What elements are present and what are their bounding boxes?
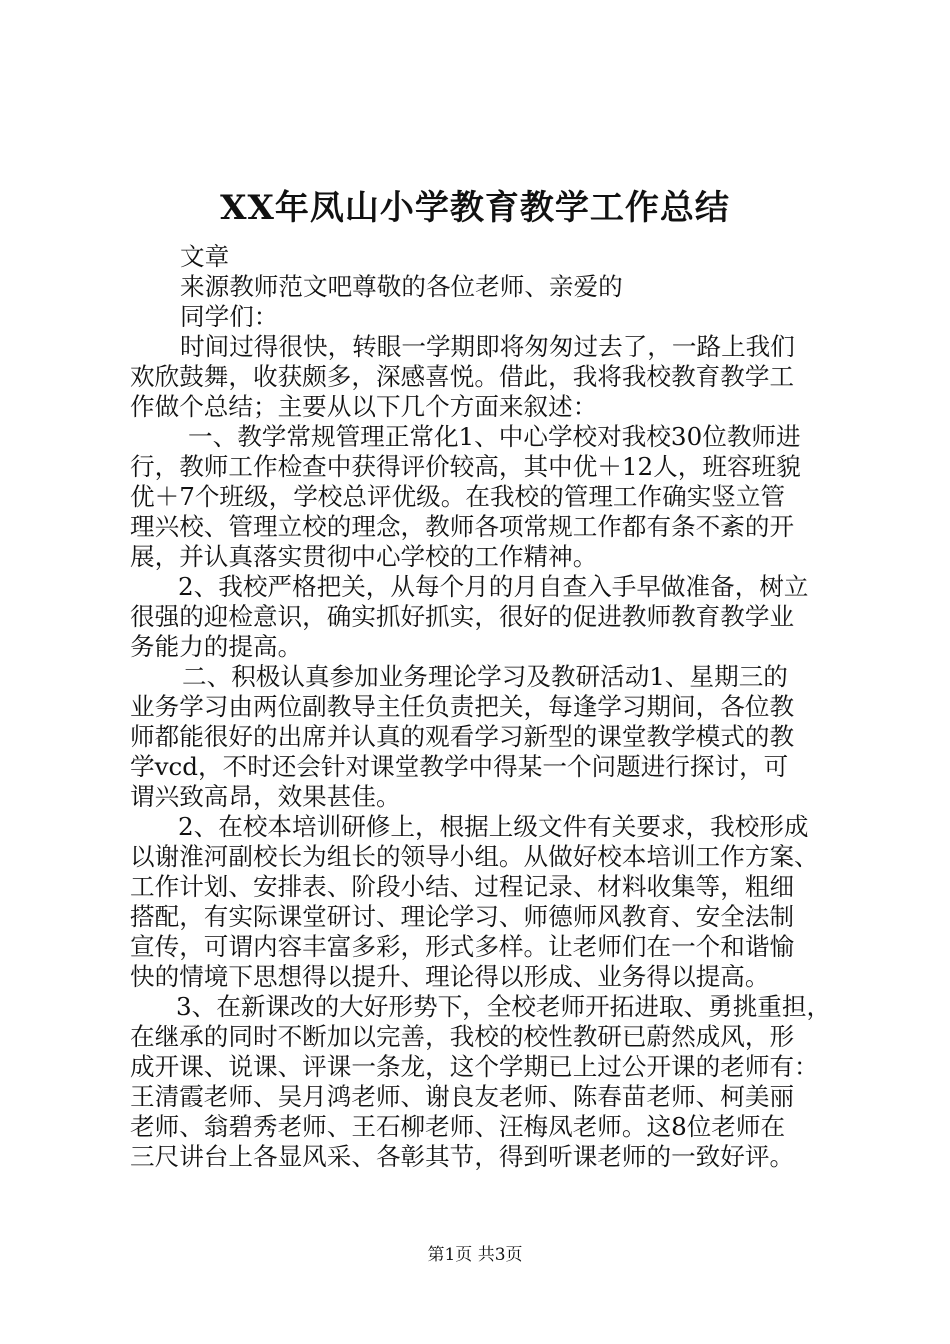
text-line: 业务学习由两位副教导主任负责把关，每逢学习期间，各位教 — [130, 692, 795, 721]
text-line: 三尺讲台上各显风采、各彰其节，得到听课老师的一致好评。 — [130, 1142, 795, 1171]
text-line: 老师、翁碧秀老师、王石柳老师、汪梅凤老师。这8位老师在 — [130, 1112, 786, 1141]
text-line: 2、在校本培训研修上，根据上级文件有关要求，我校形成 — [178, 812, 809, 841]
text-line: 以谢淮河副校长为组长的领导小组。从做好校本培训工作方案、 — [130, 842, 819, 871]
document-title: XX年凤山小学教育教学工作总结 — [220, 188, 730, 228]
text-line: 优＋7个班级，学校总评优级。在我校的管理工作确实竖立管 — [130, 482, 786, 511]
text-line: 宣传，可谓内容丰富多彩，形式多样。让老师们在一个和谐愉 — [130, 932, 795, 961]
text-line: 一、教学常规管理正常化1、中心学校对我校30位教师进 — [188, 422, 801, 451]
text-line: 3、在新课改的大好形势下，全校老师开拓进取、勇挑重担， — [176, 992, 832, 1021]
text-line: 2、我校严格把关，从每个月的月自查入手早做准备，树立 — [178, 572, 809, 601]
text-line: 二、积极认真参加业务理论学习及教研活动1、星期三的 — [182, 662, 788, 691]
text-line: 展，并认真落实贯彻中心学校的工作精神。 — [130, 542, 598, 571]
text-line: 理兴校、管理立校的理念，教师各项常规工作都有条不紊的开 — [130, 512, 795, 541]
page-number: 第1页 共3页 — [427, 1245, 523, 1265]
text-line: 很强的迎检意识，确实抓好抓实，很好的促进教师教育教学业 — [130, 602, 795, 631]
text-line: 务能力的提高。 — [130, 632, 303, 661]
text-line: 时间过得很快，转眼一学期即将匆匆过去了，一路上我们 — [180, 332, 795, 361]
text-line: 同学们： — [180, 302, 279, 331]
document-body — [130, 242, 830, 1172]
text-line: 搭配，有实际课堂研讨、理论学习、师德师风教育、安全法制 — [130, 902, 795, 931]
text-line: 学vcd，不时还会针对课堂教学中得某一个问题进行探讨，可 — [130, 752, 789, 781]
text-line: 行，教师工作检查中获得评价较高，其中优＋12人，班容班貌 — [130, 452, 801, 481]
text-line: 文章 — [180, 242, 230, 271]
text-line: 欢欣鼓舞，收获颇多，深感喜悦。借此，我将我校教育教学工 — [130, 362, 795, 391]
text-line: 工作计划、安排表、阶段小结、过程记录、材料收集等，粗细 — [130, 872, 795, 901]
text-line: 在继承的同时不断加以完善，我校的校性教研已蔚然成风，形 — [130, 1022, 795, 1051]
text-line: 师都能很好的出席并认真的观看学习新型的课堂教学模式的教 — [130, 722, 795, 751]
text-line: 作做个总结；主要从以下几个方面来叙述： — [130, 392, 598, 421]
text-line: 王清霞老师、吴月鸿老师、谢良友老师、陈春苗老师、柯美丽 — [130, 1082, 795, 1111]
text-line: 成开课、说课、评课一条龙，这个学期已上过公开课的老师有： — [130, 1052, 819, 1081]
text-line: 快的情境下思想得以提升、理论得以形成、业务得以提高。 — [130, 962, 770, 991]
text-line: 来源教师范文吧尊敬的各位老师、亲爱的 — [180, 272, 623, 301]
text-line: 谓兴致高昂，效果甚佳。 — [130, 782, 401, 811]
